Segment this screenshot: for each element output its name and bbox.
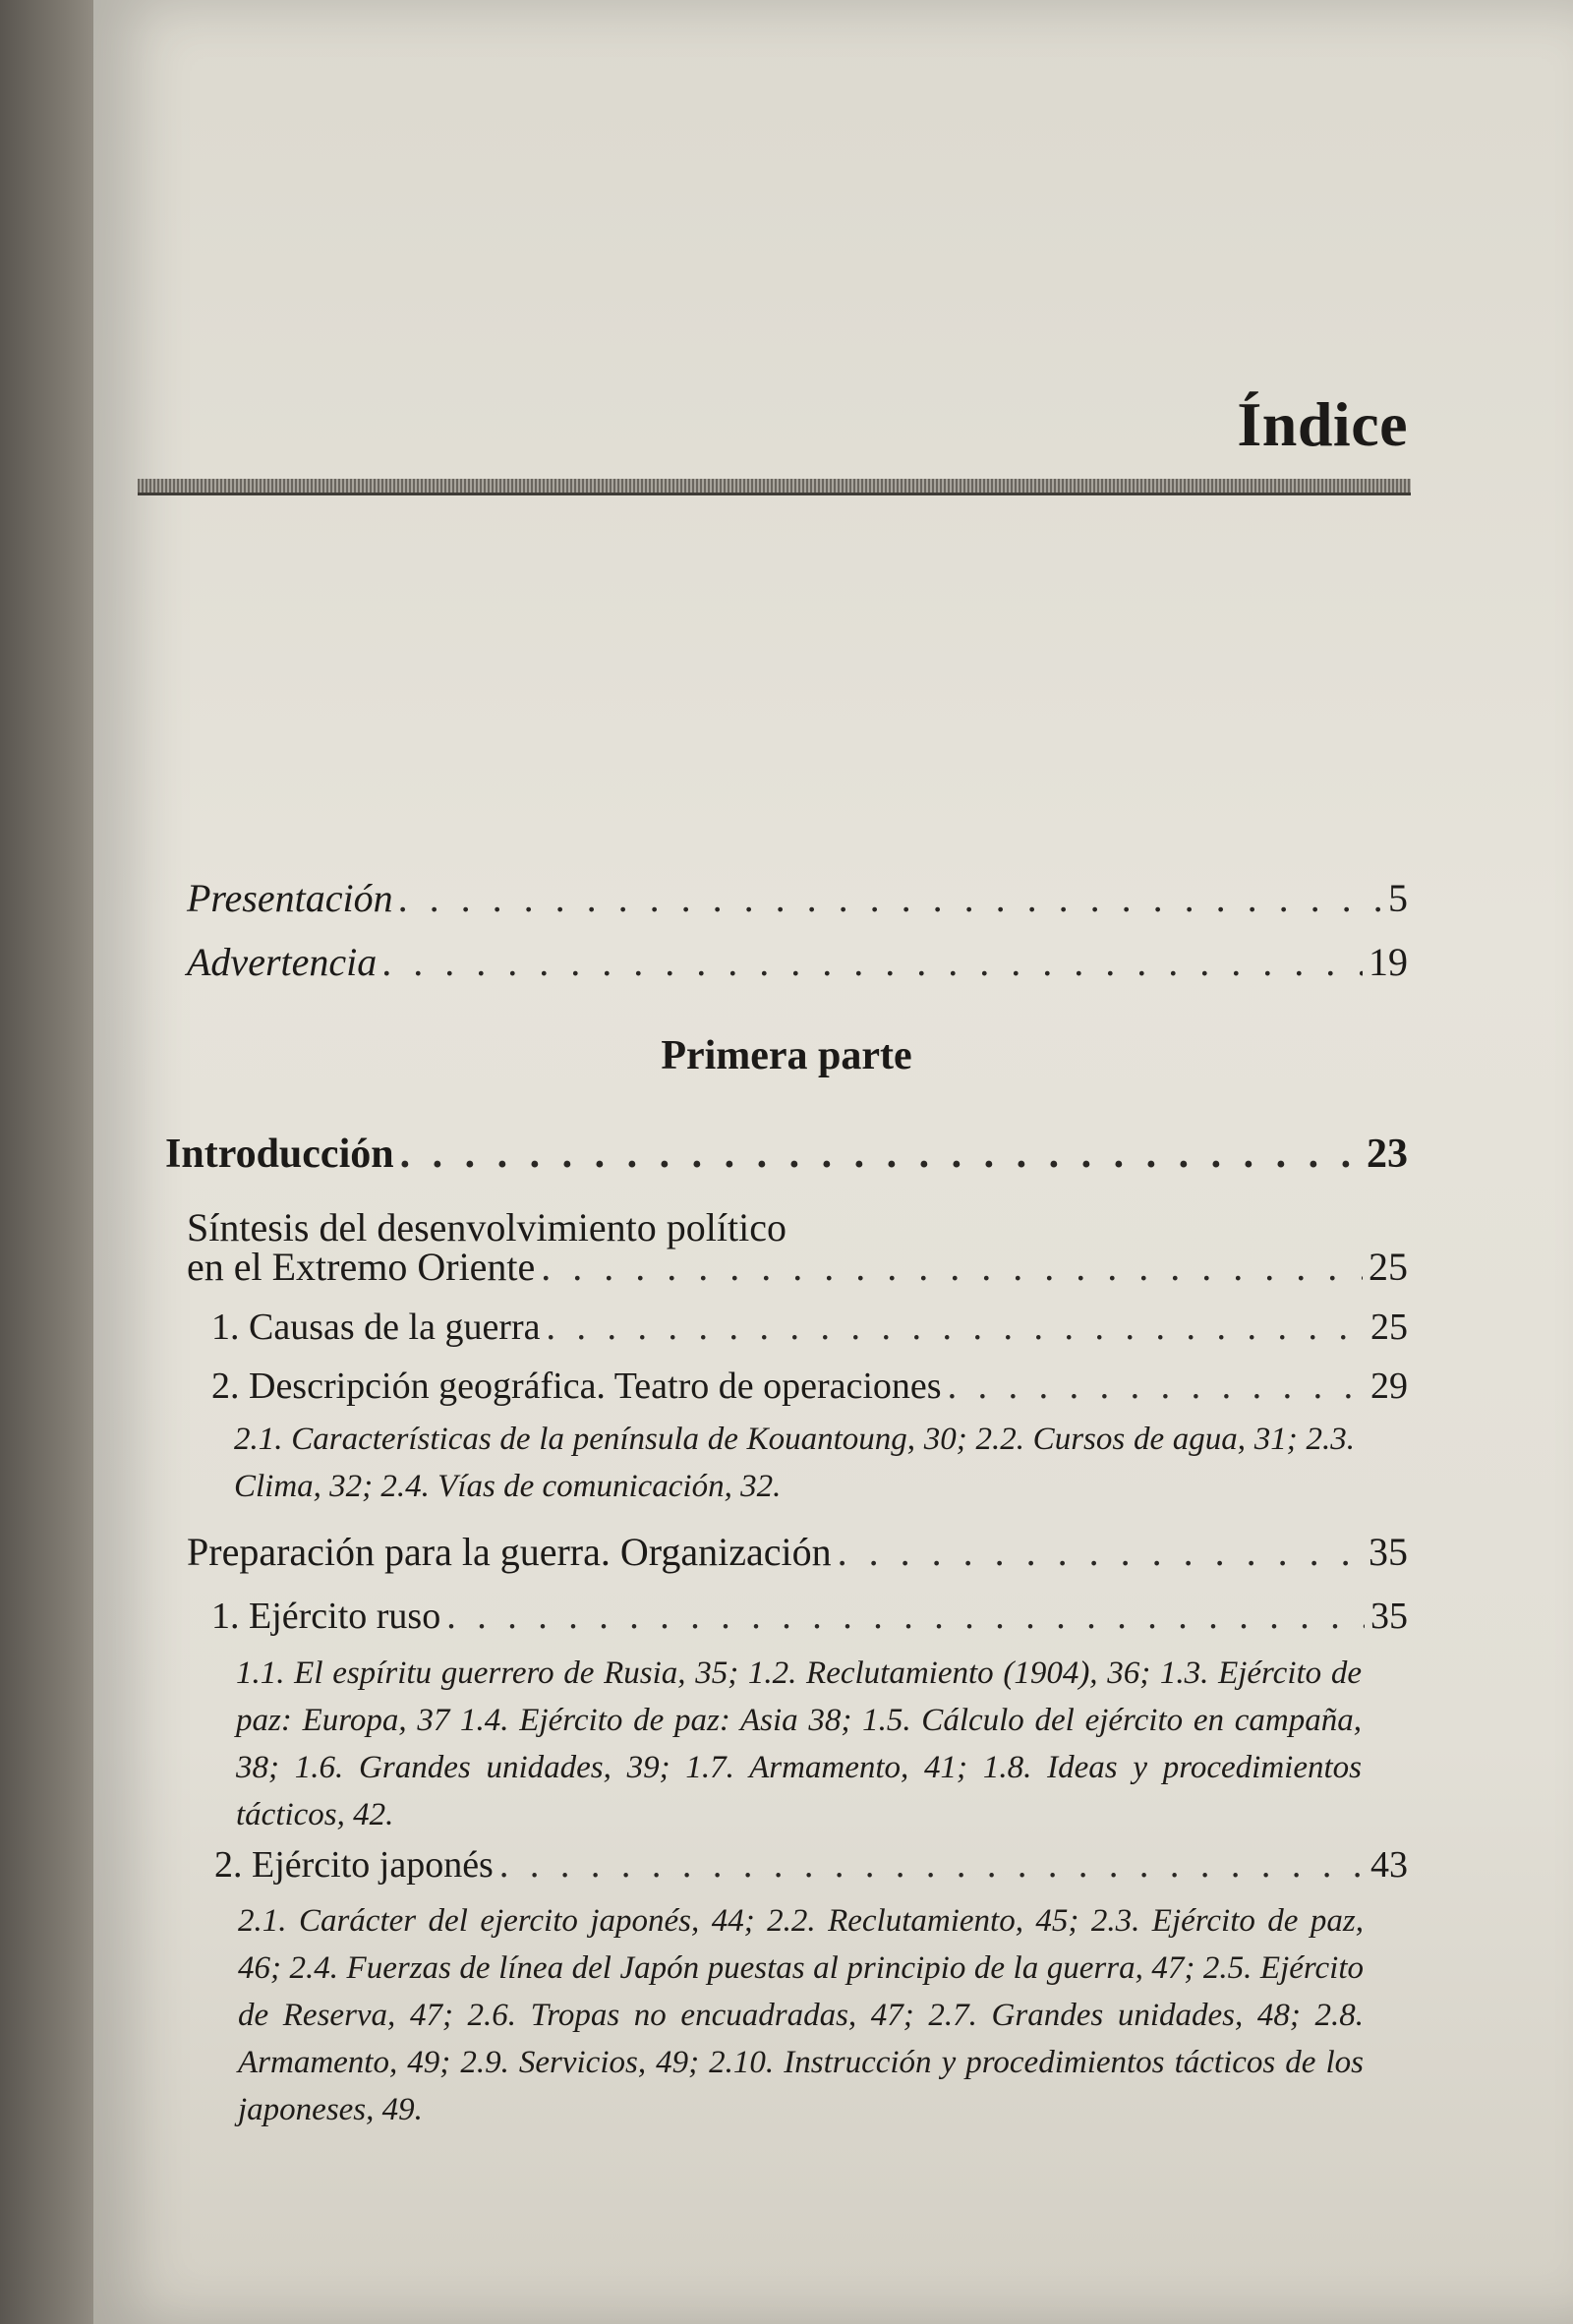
leader-dots (838, 1529, 1363, 1575)
toc-page-number: 25 (1369, 1245, 1408, 1289)
toc-entry-descripcion[interactable] (211, 1365, 1408, 1408)
leader-dots (499, 1843, 1365, 1887)
toc-subentries-ejercito-japones: 2.1. Carácter del ejercito japonés, 44; 2.2. Reclutamiento, 45; 2.3. Ejército de paz, 46; 2.4. Fuerzas de línea del Japón puestas al principio de la guerra, 47; 2.5. Ejército de Reserva, 47; 2.6. Tropas no encuadradas, 47; 2.7. Grandes unidades, 48; 2.8. Armamento, 49; 2.9. Servicios, 49; 2.10. Instrucción y procedimientos tácticos de los japoneses, 49. (238, 1903, 1364, 2127)
title-rule (138, 479, 1411, 495)
leader-dots (547, 1306, 1366, 1349)
toc-entry-label: 1. Causas de la guerra (211, 1307, 541, 1348)
toc-entry-introduccion[interactable] (165, 1131, 1408, 1178)
leader-dots (400, 1131, 1361, 1178)
toc-entry-label: 2. Ejército japonés (214, 1844, 494, 1886)
toc-subentries-descripcion: 2.1. Características de la península de Kouantoung, 30; 2.2. Cursos de agua, 31; 2.3. Clima, 32; 2.4. Vías de comunicación, 32. (234, 1422, 1355, 1504)
toc-entry-presentacion[interactable] (187, 875, 1408, 921)
toc-entry-label: 1. Ejército ruso (211, 1596, 441, 1637)
toc-page-number: 23 (1367, 1132, 1408, 1177)
toc-page-number: 35 (1370, 1596, 1408, 1637)
toc-entry-advertencia[interactable] (187, 939, 1408, 985)
toc-page-number: 5 (1388, 876, 1408, 920)
toc-page-number: 35 (1369, 1530, 1408, 1574)
toc-entry-label: 2. Descripción geográfica. Teatro de operaciones (211, 1365, 942, 1407)
toc-entry-ejercito-ruso[interactable] (211, 1595, 1408, 1638)
leader-dots (541, 1244, 1363, 1290)
toc-entry-label: Presentación (187, 876, 393, 920)
toc-entry-label: Introducción (165, 1132, 394, 1177)
index-title: Índice (1237, 389, 1408, 459)
leader-dots (399, 875, 1382, 921)
part-title: Primera parte (661, 1033, 912, 1078)
toc-entry-sintesis[interactable] (187, 1244, 1408, 1290)
toc-entry-label: en el Extremo Oriente (187, 1245, 536, 1289)
leader-dots (948, 1365, 1365, 1408)
toc-entry-preparacion[interactable] (187, 1529, 1408, 1575)
toc-page-number: 43 (1370, 1844, 1408, 1886)
toc-page-number: 29 (1370, 1365, 1408, 1407)
toc-entry-causas[interactable] (211, 1306, 1408, 1349)
toc-entry-sintesis-line1: Síntesis del desenvolvimiento político (187, 1205, 786, 1249)
toc-page-number: 25 (1370, 1307, 1408, 1348)
toc-entry-ejercito-japones[interactable] (214, 1843, 1408, 1887)
toc-entry-label: Preparación para la guerra. Organización (187, 1530, 832, 1574)
toc-entry-label: Advertencia (187, 940, 378, 984)
toc-subentries-ejercito-ruso: 1.1. El espíritu guerrero de Rusia, 35; 1.2. Reclutamiento (1904), 36; 1.3. Ejército de paz: Europa, 37 1.4. Ejército de paz: Asia 38; 1.5. Cálculo del ejército en campaña, 38; 1.6. Grandes unidades, 39; 1.7. Armamento, 41; 1.8. Ideas y procedimientos tácticos, 42. (236, 1656, 1362, 1832)
toc-page-number: 19 (1369, 940, 1408, 984)
leader-dots (446, 1595, 1365, 1638)
leader-dots (382, 939, 1363, 985)
